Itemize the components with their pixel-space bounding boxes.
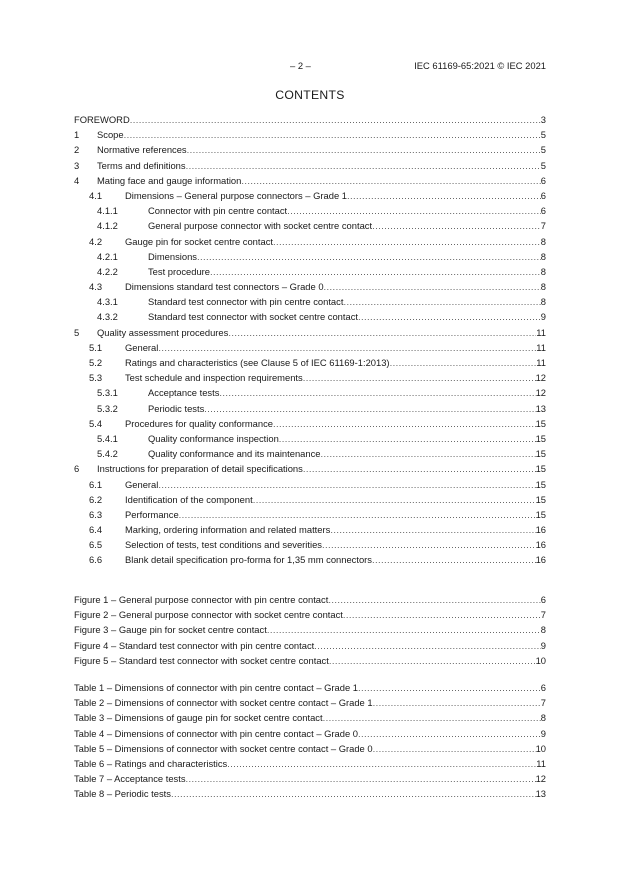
figure-list-entry[interactable] — [74, 653, 546, 668]
toc-entry-title: Acceptance tests — [148, 387, 220, 399]
toc-entry-line — [74, 592, 546, 607]
toc-entry-line — [74, 112, 546, 127]
toc-entry-page: 15 — [535, 463, 546, 475]
dot-leader — [158, 340, 536, 355]
toc-entry[interactable] — [74, 294, 546, 309]
toc-entry[interactable] — [74, 507, 546, 522]
toc-entry-title: Quality conformance and its maintenance — [148, 448, 321, 460]
toc-entry[interactable] — [74, 279, 546, 294]
toc-entry[interactable] — [74, 340, 546, 355]
figure-list-entry[interactable] — [74, 638, 546, 653]
toc-entry-title: Dimensions – General purpose connectors – Grade 1 — [125, 189, 347, 201]
toc-entry[interactable] — [74, 522, 546, 537]
toc-entry-title: Table 7 – Acceptance tests — [74, 773, 186, 785]
page-header — [0, 60, 620, 74]
dot-leader — [186, 158, 541, 173]
dot-leader — [219, 385, 535, 400]
dot-leader — [130, 112, 541, 127]
toc-entry-number: 1 — [74, 129, 80, 141]
toc-entry-line — [97, 173, 546, 188]
toc-entry-title: Table 8 – Periodic tests — [74, 788, 171, 800]
toc-entry-line — [125, 279, 546, 294]
toc-entry-number: 5.4 — [89, 417, 103, 429]
toc-entry-line — [148, 385, 546, 400]
toc-entry-title: Gauge pin for socket centre contact — [125, 235, 273, 247]
toc-entry-page: 15 — [535, 508, 546, 520]
toc-entry-page: 10 — [535, 742, 546, 754]
toc-entry-page: 8 — [540, 235, 546, 247]
toc-entry-line — [148, 218, 546, 233]
toc-entry[interactable] — [74, 537, 546, 552]
dot-leader — [158, 477, 535, 492]
toc-entry[interactable] — [74, 370, 546, 385]
toc-entry-title: Figure 5 – Standard test connector with socket centre contact — [74, 654, 329, 666]
toc-entry-number: 6.5 — [89, 539, 103, 551]
toc-entry-title: Figure 3 – Gauge pin for socket centre contact — [74, 624, 267, 636]
toc-entry-line — [97, 461, 546, 476]
dot-leader — [197, 249, 541, 264]
toc-entry-line — [148, 446, 546, 461]
table-list-entry[interactable] — [74, 756, 546, 771]
toc-entry-title: Connector with pin centre contact — [148, 205, 288, 217]
toc-entry-line — [74, 622, 546, 637]
toc-entry-title: Procedures for quality conformance — [125, 417, 273, 429]
toc-entry-title: General purpose connector with socket centre contact — [148, 220, 373, 232]
toc-entry-page: 9 — [540, 727, 546, 739]
toc-entry-page: 6 — [540, 682, 546, 693]
toc-entry-number: 6.3 — [89, 508, 103, 520]
toc-entry-title: Selection of tests, test conditions and severities — [125, 539, 322, 551]
toc-entry-page: 6 — [540, 174, 546, 186]
toc-entry-page: 3 — [540, 114, 546, 125]
toc-entry-line — [148, 401, 546, 416]
toc-entry-number: 4.3.2 — [97, 311, 118, 323]
dot-leader — [227, 756, 536, 771]
toc-entry[interactable] — [74, 112, 546, 127]
toc-entry[interactable] — [74, 401, 546, 416]
toc-entry-title: Test schedule and inspection requirements — [125, 372, 303, 384]
figure-list-entry[interactable] — [74, 622, 546, 637]
toc-entry-number: 6.4 — [89, 524, 103, 536]
toc-entry-line — [125, 370, 546, 385]
dot-leader — [186, 771, 536, 786]
toc-entry[interactable] — [74, 264, 546, 279]
toc-entry-page: 5 — [540, 129, 546, 141]
toc-entry-line — [97, 142, 546, 157]
toc-entry[interactable] — [74, 461, 546, 476]
toc-entry-line — [97, 127, 546, 142]
toc-entry-line — [125, 340, 546, 355]
dot-leader — [241, 173, 540, 188]
toc-entry-title: General — [125, 478, 159, 490]
toc-entry-number: 4.1.2 — [97, 220, 118, 232]
toc-entry-title: Periodic tests — [148, 402, 205, 414]
toc-entry-line — [125, 234, 546, 249]
toc-entry-number: 4.3.1 — [97, 296, 118, 308]
toc-entry-title: Scope — [97, 129, 124, 141]
toc-entry-line — [97, 325, 546, 340]
toc-entry-page: 15 — [535, 448, 546, 460]
toc-entry[interactable] — [74, 492, 546, 507]
toc-entry-title: Table 6 – Ratings and characteristics — [74, 757, 228, 769]
dot-leader — [228, 325, 536, 340]
toc-entry-line — [148, 203, 546, 218]
toc-entry-line — [125, 537, 546, 552]
toc-entry-page: 12 — [535, 387, 546, 399]
dot-leader — [314, 638, 541, 653]
toc-entry-title: Blank detail specification pro-forma for 1,35 mm connectors — [125, 554, 372, 566]
toc-entry-line — [74, 710, 546, 725]
toc-entry[interactable] — [74, 325, 546, 340]
toc-entry-title: Quality conformance inspection — [148, 432, 279, 444]
toc-entry-number: 4 — [74, 174, 80, 186]
toc-entry-page: 10 — [535, 654, 546, 666]
toc-entry-line — [125, 416, 546, 431]
toc-entry-page: 8 — [540, 712, 546, 724]
dot-leader — [187, 142, 541, 157]
toc-entry-number: 6.2 — [89, 493, 103, 505]
contents-list — [74, 112, 546, 568]
toc-entry-line — [74, 653, 546, 668]
toc-entry-title: Mating face and gauge information — [97, 174, 242, 186]
toc-entry-page: 7 — [540, 220, 546, 232]
toc-entry-line — [74, 607, 546, 622]
toc-entry-title: General — [125, 341, 159, 353]
toc-entry-title: Ratings and characteristics (see Clause 5 of IEC 61169-1:2013) — [125, 357, 390, 368]
toc-entry-title: Table 3 – Dimensions of gauge pin for socket centre contact — [74, 712, 323, 724]
toc-entry[interactable] — [74, 385, 546, 400]
dot-leader — [321, 446, 536, 461]
toc-entry-number: 4.2 — [89, 235, 103, 247]
figure-list-entry[interactable] — [74, 592, 546, 607]
toc-entry-page: 8 — [540, 250, 546, 262]
toc-entry-page: 15 — [535, 417, 546, 429]
toc-entry[interactable] — [74, 218, 546, 233]
toc-entry-line — [148, 249, 546, 264]
toc-entry-page: 5 — [540, 159, 546, 171]
toc-entry-page: 13 — [535, 402, 546, 414]
toc-entry[interactable] — [74, 203, 546, 218]
dot-leader — [204, 401, 535, 416]
table-list-entry[interactable] — [74, 710, 546, 725]
dot-leader — [267, 622, 541, 637]
toc-entry-title: Instructions for preparation of detail specifications — [97, 463, 303, 475]
toc-entry-page: 13 — [535, 788, 546, 800]
dot-leader — [358, 309, 541, 324]
toc-entry-number: 2 — [74, 144, 80, 156]
toc-entry-number: 5 — [74, 326, 80, 338]
dot-leader — [373, 695, 541, 710]
table-list-entry[interactable] — [74, 741, 546, 756]
toc-entry-number: 6.1 — [89, 478, 103, 490]
toc-entry-line — [125, 477, 546, 492]
toc-entry-number: 6 — [74, 463, 80, 475]
dot-leader — [273, 234, 541, 249]
toc-entry-page: 7 — [540, 697, 546, 709]
toc-entry-title: Performance — [125, 508, 179, 520]
toc-entry-title: Table 2 – Dimensions of connector with socket centre contact – Grade 1 — [74, 697, 373, 709]
standard-reference: IEC 61169-65:2021 © IEC 2021 — [414, 60, 546, 71]
table-list-entry[interactable] — [74, 695, 546, 710]
dot-leader — [124, 127, 541, 142]
page-title: CONTENTS — [275, 88, 345, 102]
toc-entry-number: 5.3 — [89, 372, 103, 384]
toc-entry-line — [125, 355, 546, 370]
toc-entry-title: Dimensions — [148, 250, 197, 262]
toc-entry-title: Figure 1 – General purpose connector with pin centre contact — [74, 594, 329, 605]
toc-entry[interactable] — [74, 188, 546, 203]
toc-entry-page: 15 — [535, 478, 546, 490]
dot-leader — [273, 416, 536, 431]
toc-entry-title: Table 5 – Dimensions of connector with socket centre contact – Grade 0 — [74, 742, 373, 754]
toc-entry-page: 8 — [540, 624, 546, 636]
toc-entry-line — [74, 756, 546, 771]
toc-entry-page: 6 — [540, 205, 546, 217]
toc-entry[interactable] — [74, 234, 546, 249]
toc-entry[interactable] — [74, 355, 546, 370]
toc-entry-line — [148, 431, 546, 446]
dot-leader — [279, 431, 536, 446]
dot-leader — [324, 279, 541, 294]
toc-entry-line — [74, 695, 546, 710]
toc-entry-page: 5 — [540, 144, 546, 156]
toc-entry-number: 4.1.1 — [97, 205, 118, 217]
toc-entry-title: Dimensions standard test connectors – Grade 0 — [125, 281, 324, 293]
toc-entry-page: 15 — [535, 432, 546, 444]
toc-entry-page: 8 — [540, 265, 546, 277]
dot-leader — [373, 741, 536, 756]
toc-entry-number: 4.2.1 — [97, 250, 118, 262]
dot-leader — [328, 592, 540, 607]
toc-entry-line — [148, 294, 546, 309]
toc-entry-page: 11 — [536, 357, 546, 368]
toc-entry-line — [74, 726, 546, 741]
toc-entry-number: 5.4.2 — [97, 448, 118, 460]
toc-entry-title: Figure 2 – General purpose connector with socket centre contact — [74, 609, 343, 621]
dot-leader — [330, 522, 535, 537]
toc-entry[interactable] — [74, 416, 546, 431]
toc-entry-title: Table 4 – Dimensions of connector with pin centre contact – Grade 0 — [74, 727, 359, 739]
toc-entry-page: 7 — [540, 609, 546, 621]
toc-entry-page: 6 — [540, 189, 546, 201]
dot-leader — [210, 264, 541, 279]
toc-entry-title: Terms and definitions — [97, 159, 186, 171]
toc-entry-title: Marking, ordering information and related matters — [125, 524, 331, 536]
dot-leader — [287, 203, 541, 218]
toc-entry-line — [97, 158, 546, 173]
toc-entry[interactable] — [74, 249, 546, 264]
toc-entry-page: 8 — [540, 281, 546, 293]
toc-entry-number: 5.3.1 — [97, 387, 118, 399]
dot-leader — [372, 552, 536, 567]
dot-leader — [323, 710, 541, 725]
toc-entry-title: Test procedure — [148, 265, 211, 277]
toc-entry-number: 4.2.2 — [97, 265, 118, 277]
toc-entry-page: 12 — [535, 773, 546, 785]
dot-leader — [343, 607, 541, 622]
dot-leader — [347, 188, 541, 203]
toc-entry-page: 16 — [535, 524, 546, 536]
toc-entry[interactable] — [74, 477, 546, 492]
toc-entry-line — [74, 786, 546, 801]
toc-entry-number: 4.1 — [89, 189, 103, 201]
toc-entry-line — [148, 264, 546, 279]
toc-entry[interactable] — [74, 127, 546, 142]
toc-entry[interactable] — [74, 142, 546, 157]
toc-entry-page: 12 — [535, 372, 546, 384]
table-list-entry[interactable] — [74, 771, 546, 786]
toc-entry-number: 5.1 — [89, 341, 103, 353]
dot-leader — [358, 726, 541, 741]
toc-entry-page: 15 — [535, 493, 546, 505]
toc-entry-line — [125, 188, 546, 203]
toc-entry-page: 11 — [536, 326, 546, 338]
toc-entry-title: Table 1 – Dimensions of connector with pin centre contact – Grade 1 — [74, 682, 359, 693]
dot-leader — [343, 294, 540, 309]
toc-entry-line — [125, 507, 546, 522]
toc-entry-title: FOREWORD — [74, 114, 130, 125]
dot-leader — [253, 492, 536, 507]
toc-entry-title: Standard test connector with pin centre contact — [148, 296, 344, 308]
toc-entry[interactable] — [74, 173, 546, 188]
toc-entry-page: 16 — [535, 539, 546, 551]
figures-list — [74, 592, 546, 668]
dot-leader — [303, 461, 536, 476]
toc-entry-number: 5.2 — [89, 357, 103, 368]
toc-entry-line — [125, 522, 546, 537]
toc-entry-line — [74, 680, 546, 695]
toc-entry-line — [74, 771, 546, 786]
toc-entry-page: 9 — [540, 311, 546, 323]
toc-entry-line — [125, 492, 546, 507]
tables-list — [74, 680, 546, 802]
toc-entry-page: 11 — [536, 341, 546, 353]
toc-entry-page: 8 — [540, 296, 546, 308]
toc-entry-line — [148, 309, 546, 324]
toc-entry-title: Quality assessment procedures — [97, 326, 229, 338]
toc-entry-title: Normative references — [97, 144, 187, 156]
dot-leader — [179, 507, 536, 522]
dot-leader — [303, 370, 536, 385]
dot-leader — [329, 653, 536, 668]
toc-entry-page: 6 — [540, 594, 546, 605]
toc-entry-line — [74, 638, 546, 653]
toc-entry-page: 16 — [535, 554, 546, 566]
toc-entry-number: 5.3.2 — [97, 402, 118, 414]
toc-entry[interactable] — [74, 309, 546, 324]
dot-leader — [358, 680, 541, 695]
toc-entry-number: 4.3 — [89, 281, 103, 293]
dot-leader — [322, 537, 536, 552]
toc-entry-title: Figure 4 – Standard test connector with pin centre contact — [74, 639, 315, 651]
toc-entry[interactable] — [74, 446, 546, 461]
toc-entry[interactable] — [74, 552, 546, 567]
toc-entry-title: Standard test connector with socket centre contact — [148, 311, 359, 323]
dot-leader — [171, 786, 536, 801]
table-list-entry[interactable] — [74, 680, 546, 695]
dot-leader — [372, 218, 541, 233]
table-list-entry[interactable] — [74, 726, 546, 741]
toc-entry-page: 11 — [536, 757, 546, 769]
toc-entry-title: Identification of the component — [125, 493, 253, 505]
toc-entry-number: 3 — [74, 159, 80, 171]
toc-entry-number: 6.6 — [89, 554, 103, 566]
figure-list-entry[interactable] — [74, 607, 546, 622]
toc-entry-line — [125, 552, 546, 567]
dot-leader — [390, 355, 537, 370]
toc-entry-line — [74, 741, 546, 756]
page-number: – 2 – — [290, 60, 311, 71]
toc-entry[interactable] — [74, 158, 546, 173]
toc-entry[interactable] — [74, 431, 546, 446]
toc-entry-page: 9 — [540, 639, 546, 651]
table-list-entry[interactable] — [74, 786, 546, 801]
toc-entry-number: 5.4.1 — [97, 432, 118, 444]
